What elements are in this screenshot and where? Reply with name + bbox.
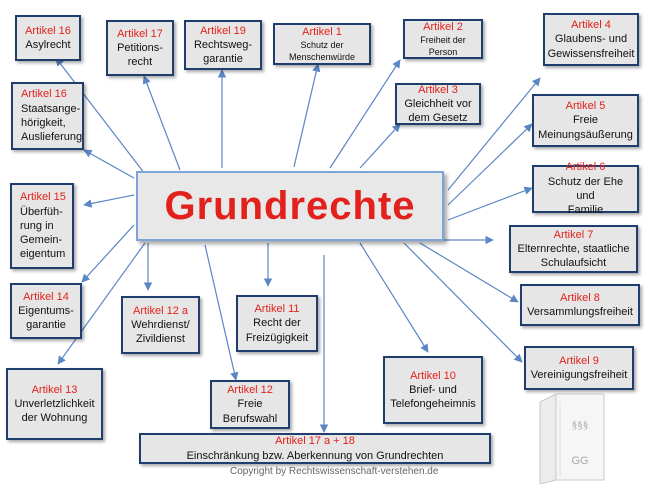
article-description: Rechtsweg- garantie bbox=[193, 38, 253, 66]
article-description: Wehrdienst/ Zivildienst bbox=[131, 318, 190, 346]
article-description: Petitions- recht bbox=[117, 41, 163, 69]
article-description: Versammlungsfreiheit bbox=[527, 306, 633, 318]
article-number: Artikel 19 bbox=[200, 24, 246, 37]
box-artikel-2 bbox=[403, 19, 483, 59]
box-artikel-10 bbox=[383, 356, 483, 424]
law-book-icon bbox=[538, 392, 608, 484]
article-number: Artikel 15 bbox=[20, 191, 66, 204]
article-number: Artikel 2 bbox=[423, 20, 463, 33]
box-artikel-15 bbox=[10, 183, 74, 269]
article-description: Unverletzlichkeit der Wohnung bbox=[14, 397, 95, 425]
article-number: Artikel 7 bbox=[553, 228, 594, 241]
box-artikel-17 bbox=[106, 20, 174, 76]
article-description: Freie Meinungsäußerung bbox=[538, 114, 633, 141]
box-artikel-5 bbox=[532, 94, 639, 147]
box-artikel-6 bbox=[532, 161, 639, 217]
article-number: Artikel 12 a bbox=[132, 304, 189, 317]
article-number: Artikel 13 bbox=[31, 383, 78, 396]
article-description: Glaubens- und Gewissensfreiheit bbox=[547, 33, 635, 60]
article-description: Freiheit der Person bbox=[420, 35, 466, 58]
box-artikel-12a bbox=[121, 296, 200, 354]
article-number: Artikel 14 bbox=[23, 290, 69, 303]
box-artikel-16-staatsangehoerigkeit bbox=[11, 82, 84, 150]
book-top-label: §§§ bbox=[571, 419, 589, 431]
article-description: Staatsange- hörigkeit, Auslieferung bbox=[21, 102, 83, 144]
arrow-to-artikel-10 bbox=[360, 243, 428, 352]
box-artikel-11 bbox=[236, 295, 318, 352]
article-number: Artikel 17 a + 18 bbox=[275, 435, 355, 448]
central-title: Grundrechte bbox=[164, 183, 416, 228]
box-artikel-13 bbox=[6, 368, 103, 440]
article-description: Asylrecht bbox=[25, 39, 71, 51]
article-number: Artikel 1 bbox=[302, 25, 342, 38]
box-artikel-9 bbox=[524, 346, 634, 390]
arrow-to-artikel-9 bbox=[404, 243, 522, 362]
central-title-box bbox=[136, 171, 444, 241]
arrow-to-artikel-16-staat bbox=[84, 150, 134, 178]
article-description: Recht der Freizügigkeit bbox=[245, 317, 309, 344]
arrow-to-artikel-15 bbox=[84, 195, 134, 205]
arrow-to-artikel-17 bbox=[144, 76, 180, 170]
article-number: Artikel 3 bbox=[418, 83, 458, 96]
arrow-to-artikel-8 bbox=[420, 243, 518, 302]
article-description: Freie Berufswahl bbox=[222, 398, 278, 425]
article-description: Schutz der Ehe und Familie bbox=[547, 175, 624, 217]
arrow-to-artikel-2 bbox=[330, 60, 400, 168]
article-description: Einschränkung bzw. Aberkennung von Grundrechten bbox=[186, 449, 444, 462]
box-artikel-19 bbox=[184, 20, 262, 70]
box-artikel-4 bbox=[543, 13, 639, 66]
arrow-to-artikel-12 bbox=[205, 245, 236, 380]
article-number: Artikel 17 bbox=[117, 27, 163, 40]
article-number: Artikel 12 bbox=[227, 384, 273, 397]
article-number: Artikel 10 bbox=[410, 369, 456, 382]
article-description: Vereinigungsfreiheit bbox=[530, 369, 628, 381]
article-description: Schutz der Menschenwürde bbox=[288, 40, 356, 63]
box-artikel-14 bbox=[10, 283, 82, 339]
box-artikel-8 bbox=[520, 284, 640, 326]
article-description: Gleichheit vor dem Gesetz bbox=[404, 97, 472, 125]
article-number: Artikel 6 bbox=[565, 161, 606, 174]
book-bottom-label: GG bbox=[571, 455, 589, 467]
article-description: Elternrechte, staatliche Schulaufsicht bbox=[517, 242, 630, 270]
article-number: Artikel 16 bbox=[21, 88, 67, 101]
box-artikel-17a-18 bbox=[139, 433, 491, 464]
box-artikel-1 bbox=[273, 23, 371, 65]
box-artikel-16-asylrecht bbox=[15, 15, 81, 61]
article-number: Artikel 9 bbox=[559, 354, 599, 367]
arrow-to-artikel-1 bbox=[294, 64, 318, 167]
copyright-notice: Copyright by Rechtswissenschaft-verstehen.de bbox=[230, 466, 439, 477]
article-number: Artikel 5 bbox=[565, 100, 606, 113]
arrow-to-artikel-3 bbox=[360, 124, 400, 168]
box-artikel-7 bbox=[509, 225, 638, 273]
arrow-to-artikel-14 bbox=[82, 225, 134, 282]
box-artikel-12 bbox=[210, 380, 290, 429]
article-description: Überfüh- rung in Gemein- eigentum bbox=[20, 205, 66, 261]
article-number: Artikel 16 bbox=[25, 24, 71, 37]
box-artikel-3 bbox=[395, 83, 481, 125]
article-description: Brief- und Telefongeheimnis bbox=[390, 383, 476, 411]
article-number: Artikel 4 bbox=[571, 19, 611, 32]
article-description: Eigentums- garantie bbox=[18, 304, 74, 332]
article-number: Artikel 11 bbox=[254, 303, 300, 316]
article-number: Artikel 8 bbox=[560, 291, 600, 304]
